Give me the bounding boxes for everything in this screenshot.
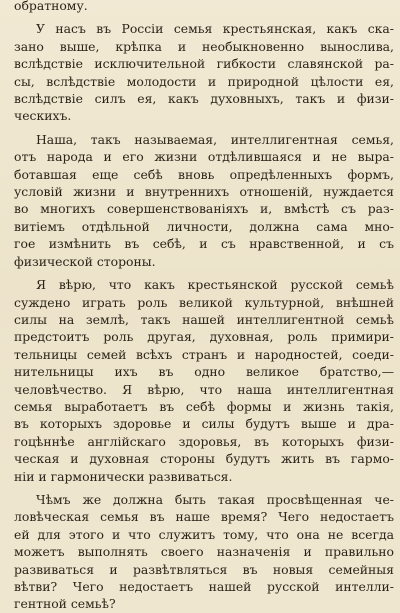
text-line: отъ народа и его жизни отдѣлившаяся и не выра-	[14, 149, 394, 165]
text-line: Чѣмъ же должна быть такая просвѣщенная че-	[36, 491, 394, 507]
text-line: условій жизни и внутреннихъ отношеній, нуждается	[14, 184, 394, 200]
text-line: вѣтви? Чего недостаетъ нашей русской интелли-	[14, 579, 394, 594]
text-line: человѣчество. Я вѣрю, что наша интеллигентная	[14, 381, 394, 397]
text-line: гоцѣннѣе англійскаго здоровья, въ которыхъ физи-	[14, 433, 394, 449]
text-line: зано выше, крѣпка и необыкновенно вынослива,	[14, 38, 394, 54]
text-line: предстоитъ роль другая, духовная, роль примири-	[14, 329, 394, 345]
text-line: ческая и духовная стороны будутъ жить въ гармо-	[14, 451, 394, 467]
text-line: гентной семьѣ?	[14, 596, 116, 612]
text-line: можетъ выполнять своего назначенія и правильно	[14, 544, 394, 560]
text-line: ей для этого и что служитъ тому, что она не всегда	[14, 526, 394, 542]
text-line: Наша, такъ называемая, интеллигентная семья,	[36, 131, 394, 147]
document-text	[14, 0, 394, 613]
paragraph	[14, 0, 394, 14]
text-line: ніи и гармонически развиваться.	[14, 468, 233, 484]
text-line: въ которыхъ здоровье и силы будутъ выше и дра-	[14, 416, 394, 432]
paragraph	[14, 131, 394, 270]
text-line: ботавшая еще себѣ вновь опредѣленныхъ формъ,	[14, 166, 394, 182]
text-line: обратному.	[14, 0, 88, 13]
text-line: тельницы семей всѣхъ странъ и народностей, соеди-	[14, 346, 394, 362]
text-line: Я вѣрю, что какъ крестьянской русской семьѣ	[36, 277, 394, 293]
text-line: вслѣдствіе силъ ея, какъ духовныхъ, такъ и физи-	[14, 91, 394, 107]
text-line: гое измѣнить въ себѣ, и съ нравственной, и съ	[14, 236, 394, 252]
text-line: ческихъ.	[14, 108, 72, 124]
paragraph	[14, 276, 394, 485]
text-line: суждено играть роль великой культурной, внѣшней	[14, 294, 394, 310]
paragraph	[14, 20, 394, 124]
text-line: развиваться и развѣтвляться въ новыя семейныя	[14, 561, 394, 577]
text-line: У насъ въ Россіи семья крестьянская, какъ ска-	[36, 21, 394, 37]
text-line: ловѣческая семья въ наше время? Чего недостаетъ	[14, 509, 394, 525]
text-line: витіемъ отдѣльной личности, должна сама мно-	[14, 218, 394, 234]
text-line: физической стороны.	[14, 253, 156, 269]
text-line: силы на землѣ, такъ нашей интеллигентной семьѣ	[14, 311, 394, 327]
text-line: сы, вслѣдствіе молодости и природной цѣлости ея,	[14, 73, 394, 89]
text-line: нительницы ихъ въ одно великое братство,—	[14, 364, 394, 380]
text-line: семья выработаетъ въ себѣ формы и жизнь такія,	[14, 398, 394, 414]
text-line: во многихъ совершенствованіяхъ и, вмѣстѣ съ раз-	[14, 201, 394, 217]
paragraph	[14, 491, 394, 613]
text-line: вслѣдствіе исключительной гибкости славянской ра-	[14, 56, 394, 72]
